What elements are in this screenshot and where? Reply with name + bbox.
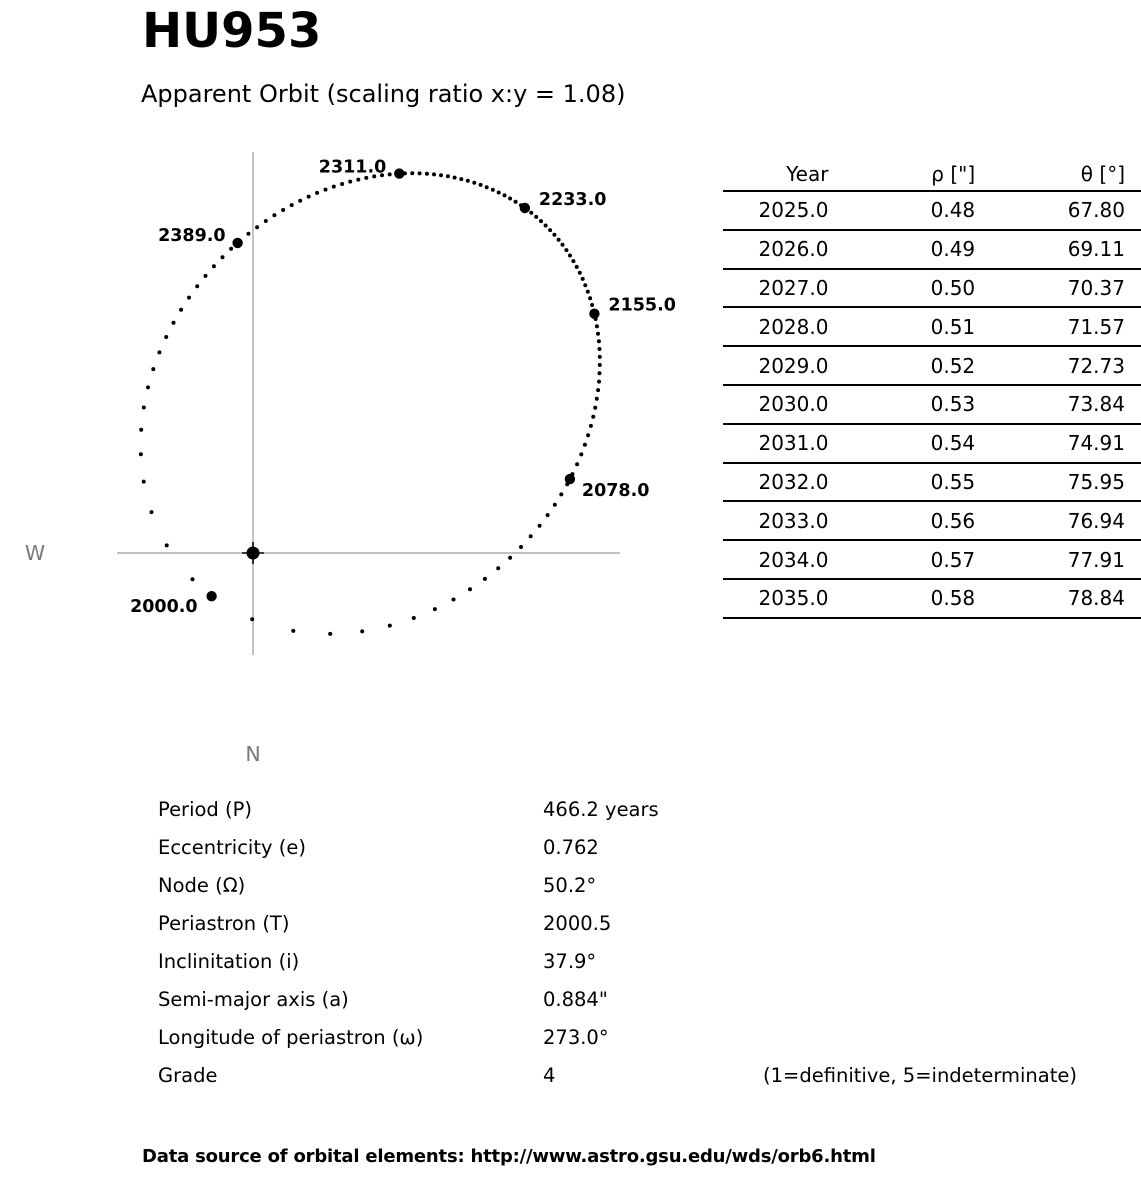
orbit-dot	[496, 566, 500, 570]
orbit-dot	[221, 255, 225, 259]
orbit-dot	[439, 173, 443, 177]
element-label: Eccentricity (e)	[158, 836, 306, 859]
orbit-dot	[589, 424, 593, 428]
orbit-dot	[356, 178, 360, 182]
table-row	[723, 579, 1141, 618]
orbit-dot	[595, 397, 599, 401]
orbit-dot	[491, 188, 495, 192]
orbit-dot	[598, 355, 602, 359]
orbit-dot	[146, 385, 150, 389]
table-row	[723, 424, 1141, 463]
orbit-dot	[250, 617, 254, 621]
orbit-dot	[559, 492, 563, 496]
table-header-cell: ρ ["]	[843, 158, 990, 191]
orbit-dot	[452, 598, 456, 602]
orbit-dot	[546, 513, 550, 517]
orbit-dot	[348, 180, 352, 184]
orbit-dot	[281, 208, 285, 212]
origin-marker	[247, 547, 260, 560]
epoch-label: 2311.0	[318, 157, 387, 178]
element-value: 2000.5	[543, 912, 612, 935]
element-value: 37.9°	[543, 950, 597, 973]
table-cell: 0.54	[843, 424, 990, 463]
table-cell: 0.52	[843, 346, 990, 385]
orbit-dot	[497, 191, 501, 195]
element-label: Periastron (T)	[158, 912, 290, 935]
orbit-dot	[553, 503, 557, 507]
table-cell: 2028.0	[723, 307, 843, 346]
orbit-dot	[187, 296, 191, 300]
orbit-dot	[315, 191, 319, 195]
orbit-dot	[425, 172, 429, 176]
orbit-dot	[418, 171, 422, 175]
page-title: HU953	[142, 3, 322, 59]
orbit-dot	[508, 197, 512, 201]
element-value: 0.884"	[543, 988, 608, 1011]
epoch-label: 2155.0	[608, 295, 676, 316]
element-row	[158, 867, 1141, 905]
orbit-dot	[591, 415, 595, 419]
element-row	[158, 943, 1141, 981]
orbit-dot	[412, 616, 416, 620]
orbit-dot	[298, 199, 302, 203]
epoch-marker	[520, 203, 530, 213]
orbit-dot	[539, 219, 543, 223]
page-subtitle: Apparent Orbit (scaling ratio x:y = 1.08)	[141, 80, 626, 108]
orbit-dot	[578, 271, 582, 275]
west-axis-label: W	[24, 541, 46, 565]
orbit-dot	[593, 406, 597, 410]
orbit-dot	[142, 406, 146, 410]
element-label: Longitude of periastron (ω)	[158, 1026, 424, 1049]
element-label: Grade	[158, 1064, 218, 1087]
orbit-dot	[590, 303, 594, 307]
orbit-dot	[324, 188, 328, 192]
orbit-dot	[264, 219, 268, 223]
orbit-dot	[328, 632, 332, 636]
table-cell: 73.84	[990, 385, 1141, 424]
orbit-dot	[139, 452, 143, 456]
table-cell: 0.53	[843, 385, 990, 424]
table-header-row	[723, 158, 1141, 191]
element-value: 466.2 years	[543, 798, 659, 821]
table-cell: 77.91	[990, 540, 1141, 579]
table-cell: 2031.0	[723, 424, 843, 463]
orbit-dot	[246, 232, 250, 236]
table-cell: 71.57	[990, 307, 1141, 346]
orbit-dot	[142, 480, 146, 484]
table-cell: 0.50	[843, 269, 990, 308]
north-axis-label: N	[245, 742, 261, 766]
orbit-dot	[388, 172, 392, 176]
table-row	[723, 540, 1141, 579]
orbit-dot	[579, 452, 583, 456]
table-row	[723, 501, 1141, 540]
table-cell: 2034.0	[723, 540, 843, 579]
element-label: Node (Ω)	[158, 874, 246, 897]
orbit-dot	[229, 247, 233, 251]
orbit-dot	[519, 545, 523, 549]
orbit-dot	[595, 324, 599, 328]
orbit-dot	[557, 238, 561, 242]
orbit-dot	[453, 176, 457, 180]
epoch-marker	[565, 474, 575, 484]
orbit-dot	[529, 534, 533, 538]
orbit-dot	[410, 171, 414, 175]
orbit-dot	[290, 203, 294, 207]
table-cell: 2026.0	[723, 230, 843, 269]
ephemeris-table	[723, 158, 1141, 619]
orbit-dot	[165, 543, 169, 547]
orbit-dot	[548, 228, 552, 232]
table-cell: 2027.0	[723, 269, 843, 308]
epoch-label: 2078.0	[581, 481, 650, 502]
footer-note: Data source of orbital elements: http://www.astro.gsu.edu/wds/orb6.html	[142, 1146, 876, 1167]
table-cell: 2032.0	[723, 463, 843, 502]
orbit-dot	[433, 607, 437, 611]
element-row	[158, 981, 1141, 1019]
table-cell: 0.58	[843, 579, 990, 618]
orbit-dot	[583, 443, 587, 447]
epoch-marker	[394, 168, 404, 178]
ephemeris-table-head	[723, 158, 1141, 191]
epoch-label: 2389.0	[158, 225, 226, 246]
epoch-label: 2000.0	[130, 597, 198, 618]
orbit-dot	[150, 510, 154, 514]
orbit-dot	[255, 225, 259, 229]
epoch-label: 2233.0	[538, 190, 607, 210]
orbit-dot	[597, 339, 601, 343]
orbit-dot	[514, 200, 518, 204]
table-cell: 0.48	[843, 191, 990, 230]
orbit-dot	[598, 371, 602, 375]
table-cell: 75.95	[990, 463, 1141, 502]
element-row	[158, 1057, 1141, 1095]
orbit-dot	[340, 182, 344, 186]
orbit-dot	[571, 259, 575, 263]
table-row	[723, 230, 1141, 269]
table-cell: 69.11	[990, 230, 1141, 269]
table-cell: 70.37	[990, 269, 1141, 308]
epoch-marker	[206, 591, 216, 601]
element-row	[158, 905, 1141, 943]
orbit-dot	[575, 462, 579, 466]
orbit-dot	[164, 335, 168, 339]
orbit-dot	[586, 433, 590, 437]
table-row	[723, 346, 1141, 385]
orbit-dot	[485, 185, 489, 189]
orbit-dot	[172, 321, 176, 325]
table-cell: 2033.0	[723, 501, 843, 540]
orbit-dot	[307, 195, 311, 199]
orbit-dot	[544, 224, 548, 228]
orbit-dot	[212, 264, 216, 268]
table-cell: 74.91	[990, 424, 1141, 463]
table-cell: 0.55	[843, 463, 990, 502]
table-header-cell: θ [°]	[990, 158, 1141, 191]
orbit-dot	[432, 172, 436, 176]
orbit-dot	[588, 296, 592, 300]
orbit-dot	[564, 248, 568, 252]
element-label: Semi-major axis (a)	[158, 988, 349, 1011]
orbit-dot	[561, 243, 565, 247]
table-cell: 0.49	[843, 230, 990, 269]
table-cell: 2029.0	[723, 346, 843, 385]
table-cell: 72.73	[990, 346, 1141, 385]
orbit-dot	[568, 254, 572, 258]
element-value: 4	[543, 1064, 556, 1087]
table-cell: 2025.0	[723, 191, 843, 230]
table-cell: 2035.0	[723, 579, 843, 618]
orbit-dot	[388, 624, 392, 628]
orbit-dot	[598, 363, 602, 367]
orbit-dot	[479, 183, 483, 187]
orbit-dot	[204, 274, 208, 278]
orbit-dot	[472, 181, 476, 185]
orbit-dot	[596, 388, 600, 392]
orbit-dot	[459, 177, 463, 181]
element-value: 50.2°	[543, 874, 597, 897]
orbit-dot	[534, 215, 538, 219]
orbit-dot	[468, 587, 472, 591]
orbit-dot	[179, 308, 183, 312]
orbit-dot	[538, 524, 542, 528]
element-label: Inclinitation (i)	[158, 950, 300, 973]
orbit-dot	[332, 185, 336, 189]
orbit-dot	[446, 174, 450, 178]
element-value: 273.0°	[543, 1026, 609, 1049]
orbit-dot	[360, 629, 364, 633]
table-row	[723, 463, 1141, 502]
epoch-marker	[232, 238, 242, 248]
orbit-dot	[466, 179, 470, 183]
table-cell: 0.51	[843, 307, 990, 346]
orbit-dot	[272, 213, 276, 217]
epoch-marker	[589, 309, 599, 319]
orbit-dot	[151, 367, 155, 371]
orbit-dot	[597, 380, 601, 384]
orbit-dot	[291, 629, 295, 633]
orbit-dot	[191, 577, 195, 581]
table-row	[723, 385, 1141, 424]
table-header-cell: Year	[723, 158, 843, 191]
orbit-dot	[598, 347, 602, 351]
table-row	[723, 269, 1141, 308]
orbit-dot	[139, 428, 143, 432]
element-label: Period (P)	[158, 798, 252, 821]
table-cell: 78.84	[990, 579, 1141, 618]
element-row	[158, 1019, 1141, 1057]
element-row	[158, 791, 1141, 829]
table-cell: 0.56	[843, 501, 990, 540]
orbit-dot	[508, 556, 512, 560]
table-cell: 0.57	[843, 540, 990, 579]
orbit-dot	[583, 283, 587, 287]
table-row	[723, 191, 1141, 230]
orbit-dot	[483, 577, 487, 581]
orbit-dot	[596, 332, 600, 336]
orbit-dot	[575, 265, 579, 269]
ephemeris-table-body	[723, 191, 1141, 618]
element-value: 0.762	[543, 836, 599, 859]
table-cell: 67.80	[990, 191, 1141, 230]
table-row	[723, 307, 1141, 346]
element-row	[158, 829, 1141, 867]
orbital-elements-list	[158, 791, 1141, 1095]
orbit-plot	[0, 0, 740, 790]
orbit-dot	[586, 290, 590, 294]
orbit-dot	[195, 284, 199, 288]
orbit-dot	[157, 350, 161, 354]
orbit-dot	[529, 211, 533, 215]
orbit-dot	[552, 233, 556, 237]
orbit-dot	[581, 277, 585, 281]
grade-scale-note: (1=definitive, 5=indeterminate)	[763, 1064, 1077, 1087]
table-cell: 2030.0	[723, 385, 843, 424]
orbit-dot	[503, 193, 507, 197]
table-cell: 76.94	[990, 501, 1141, 540]
